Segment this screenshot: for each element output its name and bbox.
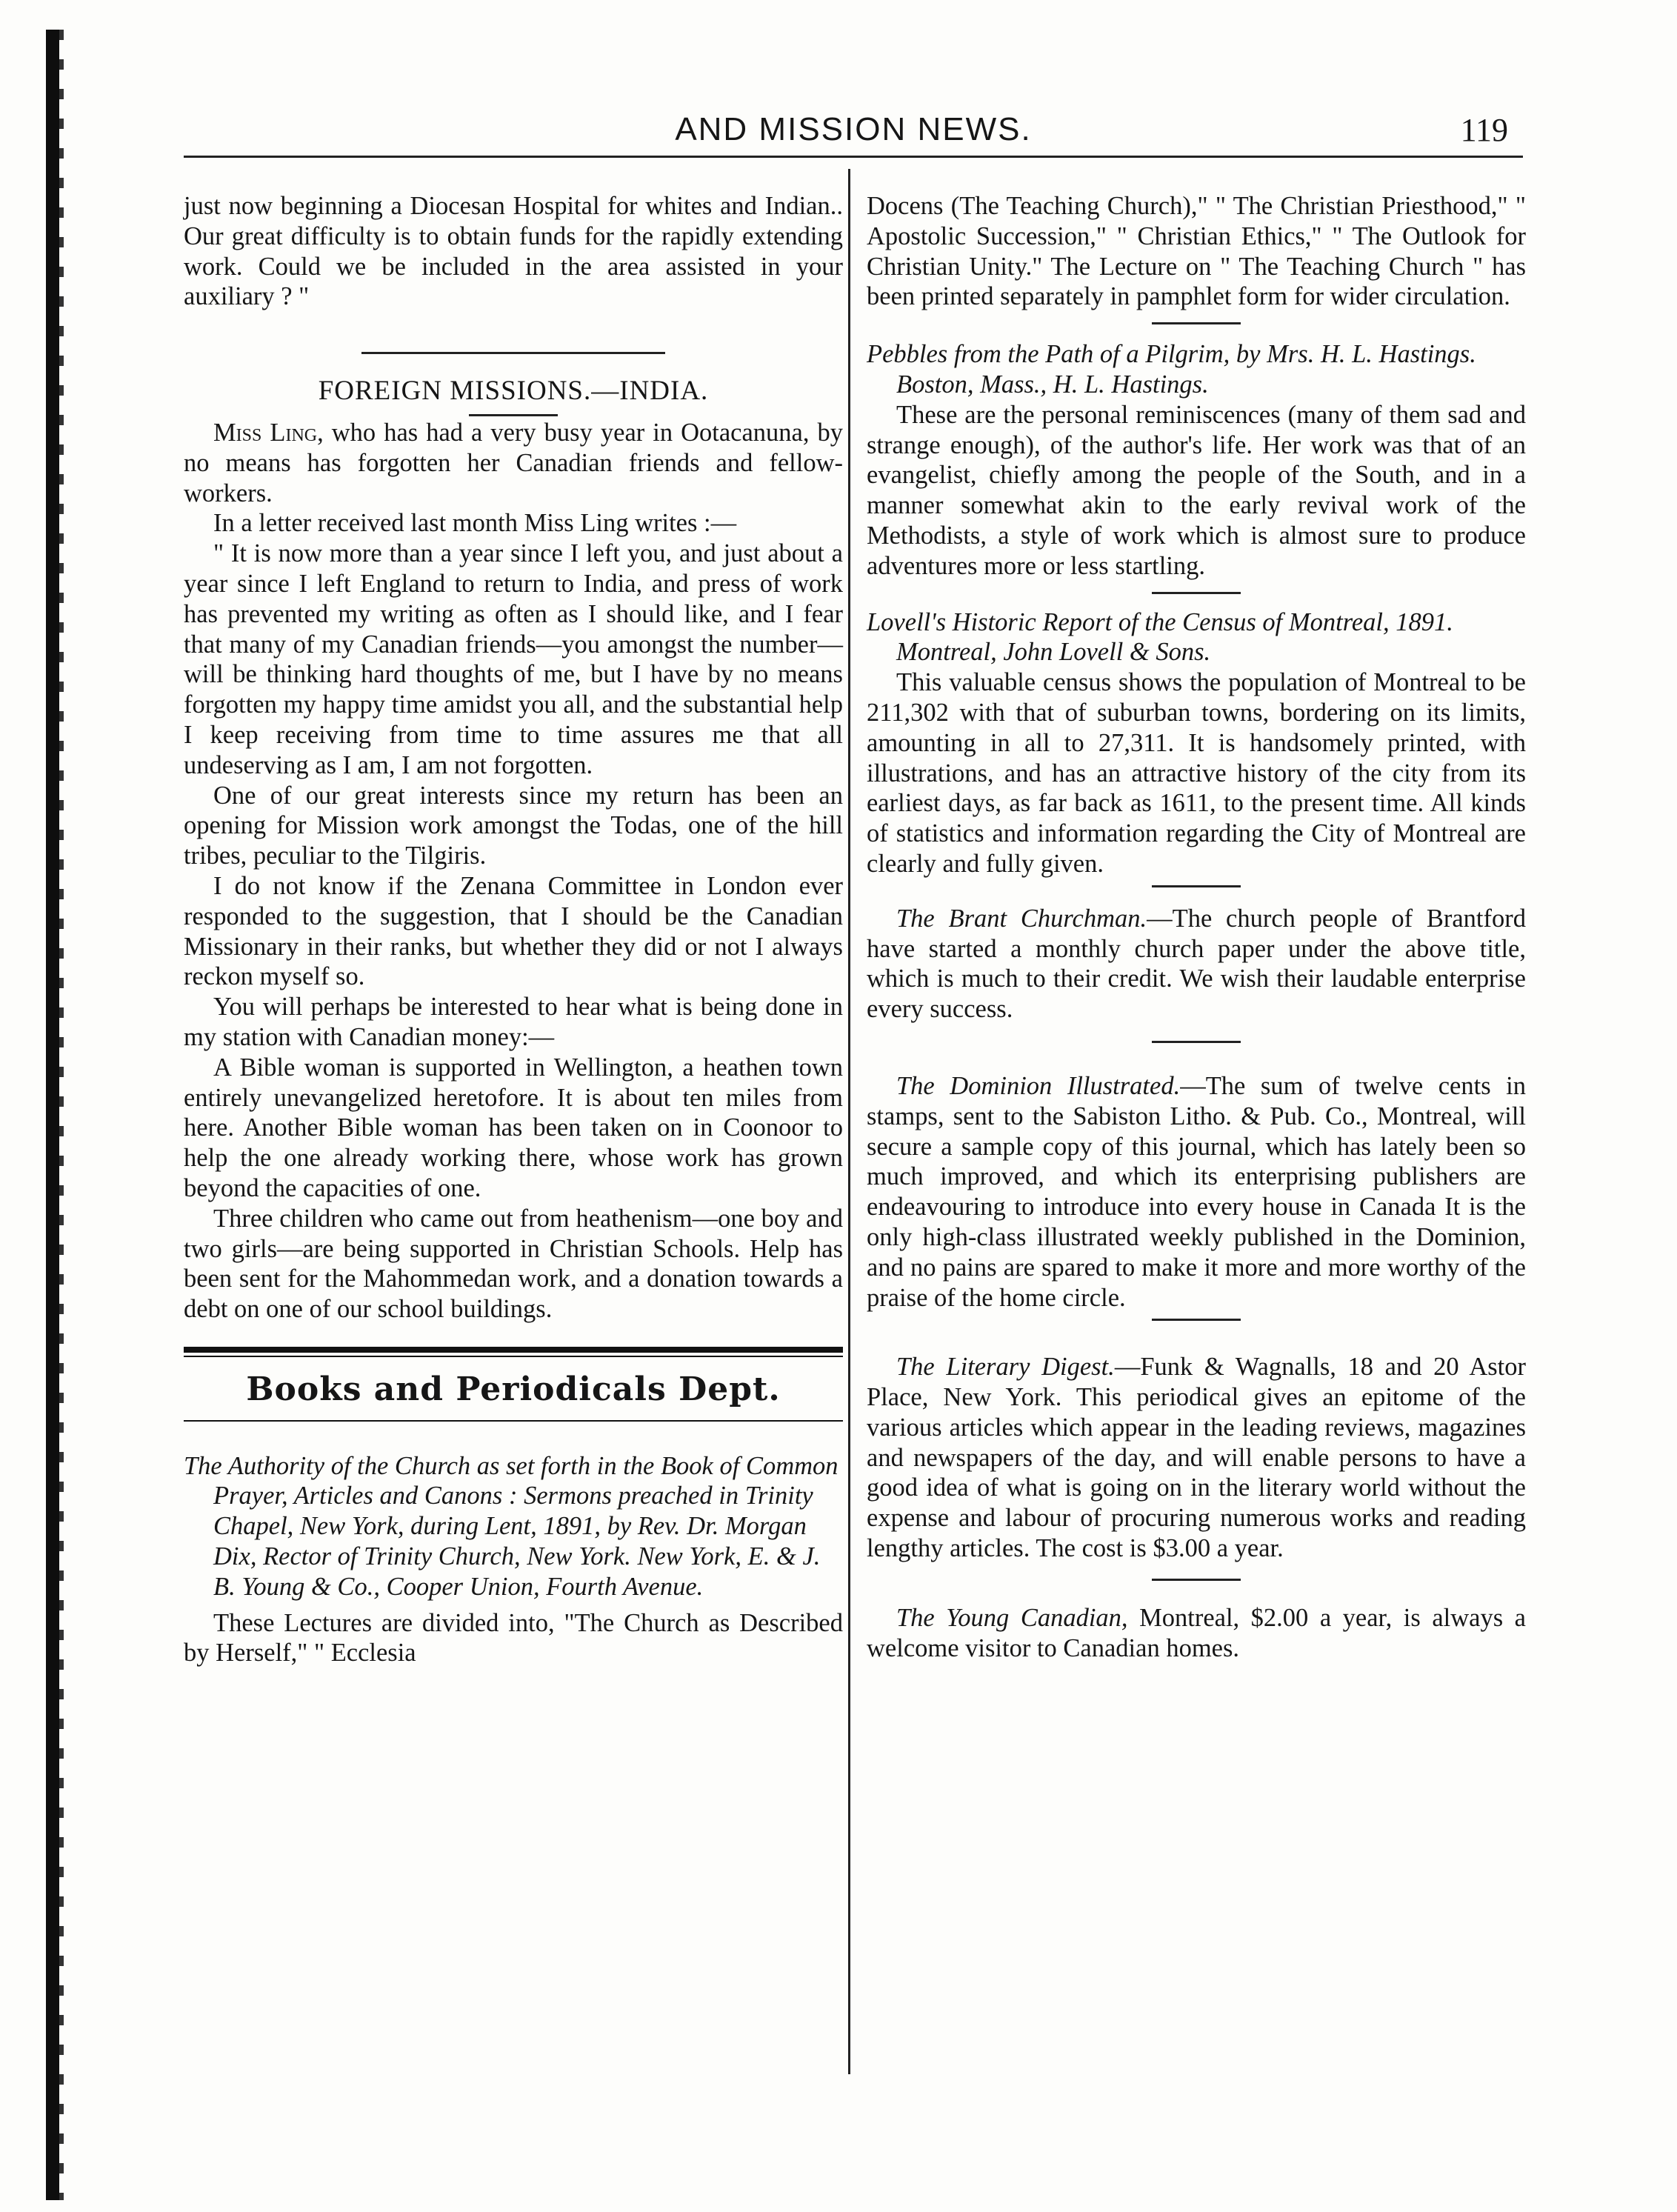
right-column [867, 191, 1526, 1663]
paragraph: I do not know if the Zenana Committee in London ever responded to the suggestion, that I should be the Canadian Missionary in their ranks, but whether they did or not I always reckon myself so. [184, 871, 843, 991]
book-review-text: Montreal, $2.00 a year, is always a welcome visitor to Canadian homes. [867, 1603, 1526, 1662]
book-review [867, 1352, 1526, 1564]
book-review-text: —Funk & Wagnalls, 18 and 20 Astor Place, New York. This periodical gives an epitome of the various articles which appear in the leading reviews, magazines and newspapers of the day, and will enable persons to have a good idea of what is going on in the literary world without the expense and labour of procuring numerous works and reading lengthy articles. The cost is $3.00 a year. [867, 1353, 1526, 1563]
paragraph: " It is now more than a year since I left you, and just about a year since I left England to return to India, and press of work has prevented my writing as often as I should like, and I fear that many of my Canadian friends—you amongst the number—will be thinking hard thoughts of me, but I have by no means forgotten my happy time amidst you all, and the substantial help I keep receiving from time to time assures me that all undeserving as I am, I am not forgotten. [184, 539, 843, 779]
running-title: AND MISSION NEWS. [675, 111, 1032, 147]
book-title: Lovell's Historic Report of the Census of Montreal, 1891. Montreal, John Lovell & Sons. [867, 607, 1453, 667]
page-header [184, 111, 1523, 157]
review-rule [1152, 1041, 1241, 1043]
paragraph: A Bible woman is supported in Wellington, a heathen town entirely unevangelized heretofore. It is about ten miles from here. Another Bible woman has been taken on in Coonoor to help the one already working there, whose work has grown beyond the capacities of one. [184, 1053, 843, 1202]
review-rule [1152, 1579, 1241, 1581]
page-number: 119 [1460, 112, 1508, 148]
review-rule [1152, 1319, 1241, 1321]
section-rule [361, 352, 665, 354]
book-title: The Dominion Illustrated. [896, 1071, 1181, 1100]
book-review: This valuable census shows the population of Montreal to be 211,302 with that of suburban towns, bordering on its limits, amounting in all to 27,311. It is handsomely printed, with illustrations, and has an attractive history of the city from its earliest days, as far back as 1611, to the present time. All kinds of statistics and information regarding the City of Montreal are clearly and fully given. [867, 668, 1526, 878]
column-divider [848, 169, 850, 2074]
binding-edge [46, 30, 59, 2200]
book-title: The Brant Churchman. [896, 904, 1147, 933]
book-title: Pebbles from the Path of a Pilgrim, by Mrs. H. L. Hastings. Boston, Mass., H. L. Hastings. [867, 340, 1476, 399]
review-rule [1152, 592, 1241, 594]
review-rule [1152, 885, 1241, 887]
person-name: Miss Ling, [213, 418, 324, 447]
book-title: The Authority of the Church as set forth in the Book of Common Prayer, Articles and Canons : Sermons preached in Trinity Chapel, New York, during Lent, 1891, by Rev. Dr. Morgan Dix, Rector of Trinity Church, New York. New York, E. & J. B. Young & Co., Cooper Union, Fourth Avenue. [184, 1451, 838, 1601]
header-rule [184, 156, 1523, 158]
book-review: These Lectures are divided into, "The Church as Described by Herself," " Ecclesia [184, 1608, 843, 1668]
book-review-text: —The sum of twelve cents in stamps, sent to the Sabiston Litho. & Pub. Co., Montreal, will secure a sample copy of this journal, which has lately been so much improved, and which its enterprising publishers are endeavouring to introduce into every house in Canada It is the only high-class illustrated weekly published in the Dominion, and no pains are spared to make it more and more worthy of the praise of the home circle. [867, 1071, 1527, 1312]
book-title: The Literary Digest. [896, 1353, 1115, 1382]
book-review-text: —The church people of Brantford have started a monthly church paper under the above title, which is much to their credit. We wish their laudable enterprise every success. [867, 904, 1526, 1024]
paragraph: Three children who came out from heathenism—one boy and two girls—are being supported in Christian Schools. Help has been sent for the Mahommedan work, and a donation towards a debt on one of our school buildings. [184, 1204, 843, 1324]
paragraph: In a letter received last month Miss Ling writes :— [213, 509, 737, 538]
review-rule [1152, 322, 1241, 324]
section-title: FOREIGN MISSIONS.—INDIA. [318, 376, 709, 407]
dept-rule-bottom [184, 1420, 843, 1422]
book-review [867, 1603, 1526, 1664]
paragraph: One of our great interests since my return has been an opening for Mission work amongst the Todas, one of the hill tribes, peculiar to the Tilgiris. [184, 781, 843, 870]
paragraph-text: who has had a very busy year in Ootacanuna, by no means has forgotten her Canadian friends and fellow-workers. [184, 418, 844, 507]
left-column [184, 191, 843, 1668]
title-rule [469, 414, 558, 416]
book-review [867, 904, 1526, 1025]
book-review: These are the personal reminiscences (many of them sad and strange enough), of the author's life. Her work was that of an evangelist, chiefly among the people of the South, and in a manner somewhat akin to the early revival work of the Methodists, a style of work which is almost sure to produce adventures more or less startling. [867, 400, 1526, 580]
book-title: The Young Canadian, [896, 1603, 1128, 1632]
paragraph: You will perhaps be interested to hear what is being done in my station with Canadian money:— [184, 993, 843, 1051]
book-review: Docens (The Teaching Church)," " The Christian Priesthood," " Apostolic Succession," " Christian Ethics," " The Outlook for Christian Unity." The Lecture on " The Teaching Church " has been printed separately in pamphlet form for wider circulation. [867, 192, 1526, 311]
paragraph [184, 418, 843, 508]
letter-continuation: just now beginning a Diocesan Hospital for whites and Indian.. Our great difficulty is to obtain funds for the rapidly extending work. Could we be included in the area assisted in your auxiliary ? " [184, 192, 843, 311]
dept-rule-top [184, 1347, 843, 1357]
dept-heading: Books and Periodicals Dept. [246, 1370, 781, 1408]
book-review [867, 1071, 1526, 1313]
